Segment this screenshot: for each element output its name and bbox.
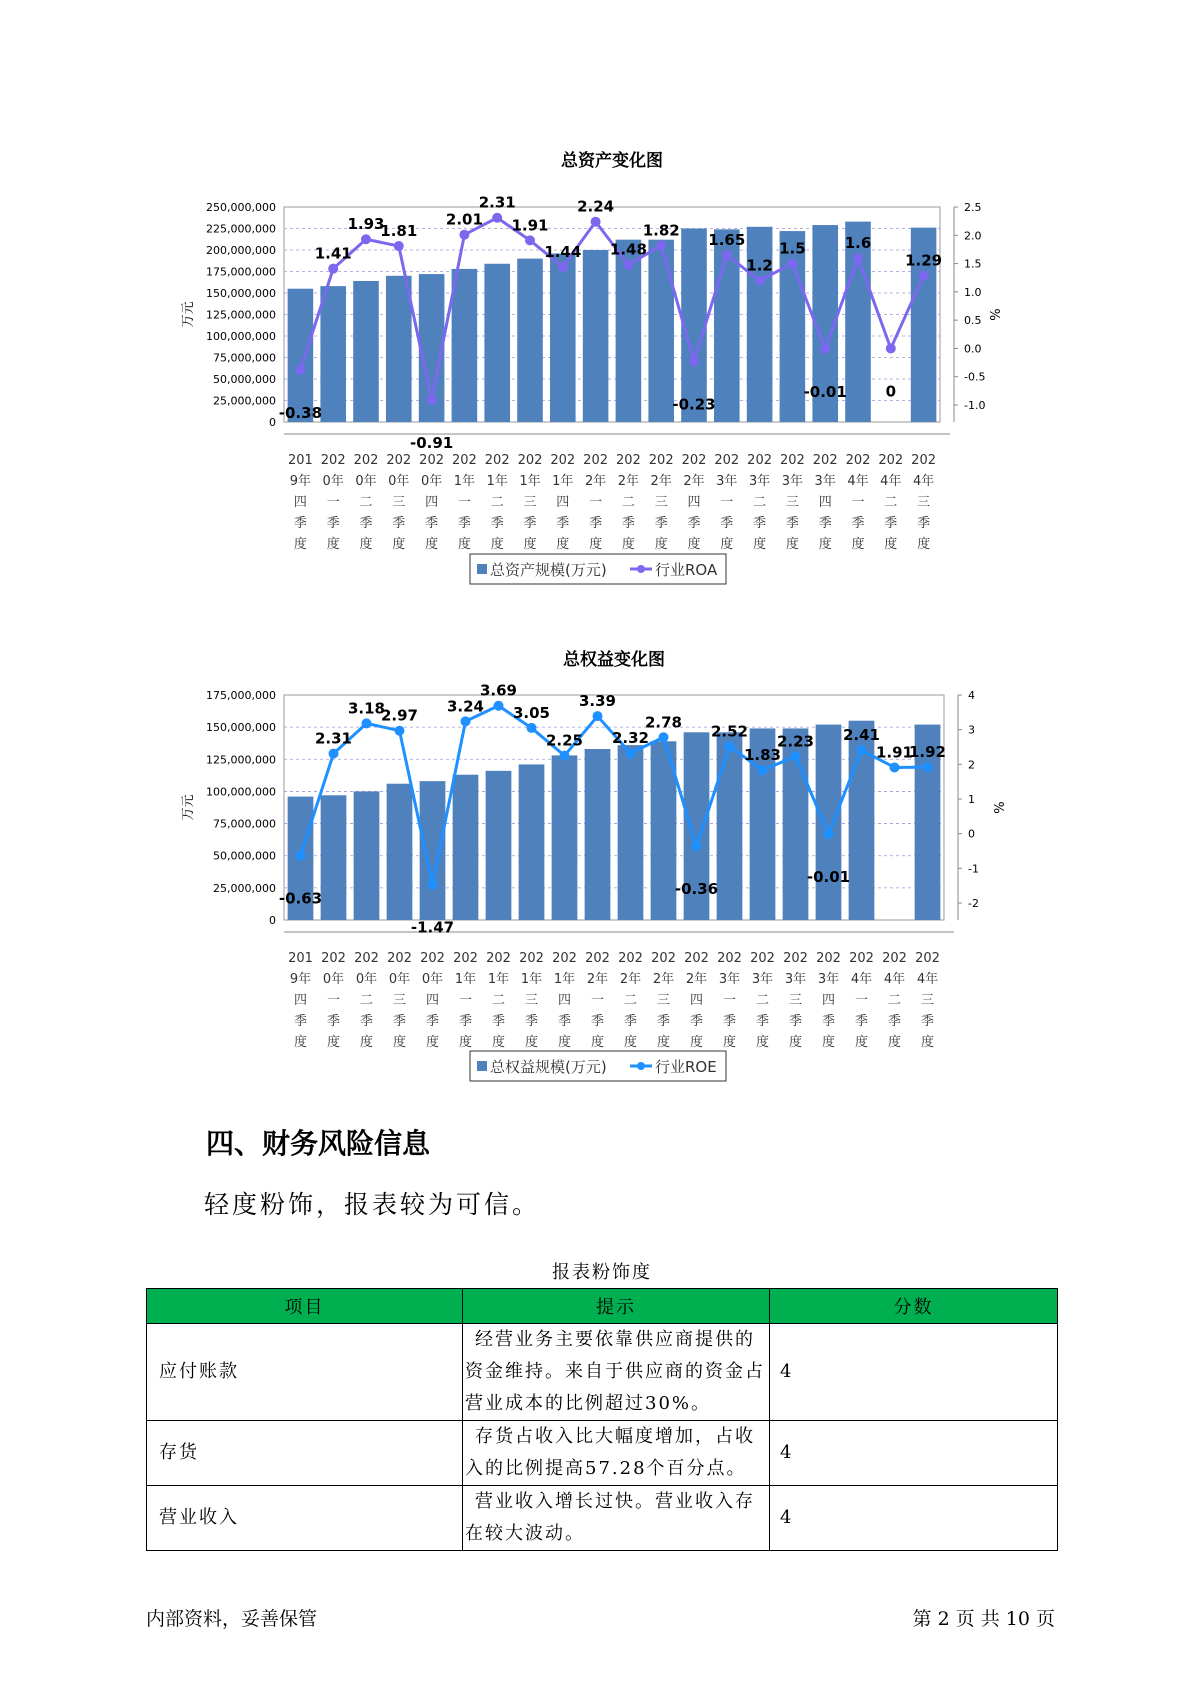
left-tick-label: 125,000,000 xyxy=(206,753,276,767)
x-tick-label: 202 3年一季度 xyxy=(714,453,740,552)
x-tick-label: 202 0年三季度 xyxy=(386,453,412,552)
data-label: 1.6 xyxy=(844,233,872,252)
row-item: 存货 xyxy=(147,1421,463,1486)
legend-bar-label: 总资产规模(万元) xyxy=(490,561,607,579)
row-item: 营业收入 xyxy=(147,1486,463,1551)
line-point xyxy=(328,264,338,274)
data-label: -0.38 xyxy=(278,403,323,422)
data-label: 3.69 xyxy=(479,681,518,700)
left-tick-label: 175,000,000 xyxy=(206,689,276,702)
left-tick-label: 250,000,000 xyxy=(206,201,276,214)
table-header-row xyxy=(147,1289,1058,1324)
x-tick-label: 202 0年二季度 xyxy=(354,951,379,1050)
x-tick-label: 202 2年三季度 xyxy=(651,951,676,1050)
line-point xyxy=(656,240,666,250)
data-label: 2.52 xyxy=(710,722,749,741)
x-tick-label: 202 0年二季度 xyxy=(353,453,379,552)
x-tick-label: 202 2年一季度 xyxy=(583,453,609,552)
data-label: 1.93 xyxy=(347,215,385,234)
left-tick-label: 100,000,000 xyxy=(206,785,276,799)
right-tick-label: -2 xyxy=(968,897,979,910)
bar xyxy=(717,732,743,920)
left-tick-label: 25,000,000 xyxy=(213,881,276,895)
bar xyxy=(420,781,446,920)
right-tick-label: -0.5 xyxy=(964,370,986,384)
bar xyxy=(618,745,644,920)
footer-page-number: 第 2 页 共 10 页 xyxy=(912,1608,1055,1630)
x-tick-label: 202 3年三季度 xyxy=(779,453,805,552)
left-tick-label: 100,000,000 xyxy=(206,330,276,343)
line-point xyxy=(659,732,669,742)
data-label: 1.82 xyxy=(642,221,680,240)
total-assets-chart xyxy=(0,140,1191,600)
x-tick-label: 202 0年四季度 xyxy=(419,453,445,552)
data-label: -0.63 xyxy=(278,889,323,908)
data-label: 1.41 xyxy=(314,244,352,263)
table-row xyxy=(147,1421,1058,1486)
row-hint: 经营业务主要依靠供应商提供的资金维持。来自于供应商的资金占营业成本的比例超过30%。 xyxy=(463,1324,770,1421)
bar xyxy=(452,269,478,422)
legend-bar-swatch xyxy=(477,1061,487,1071)
x-tick-label: 202 2年三季度 xyxy=(648,453,674,552)
right-tick-label: 2.0 xyxy=(964,229,982,243)
line-point xyxy=(626,748,636,758)
bar xyxy=(519,764,545,920)
left-tick-label: 25,000,000 xyxy=(213,394,276,408)
x-tick-label: 202 4年三季度 xyxy=(915,951,940,1050)
line-point xyxy=(853,253,863,263)
bar xyxy=(484,264,510,422)
bar xyxy=(517,259,543,422)
x-tick-label: 202 3年二季度 xyxy=(750,951,775,1050)
bar xyxy=(585,749,611,920)
bar xyxy=(453,775,479,920)
x-tick-label: 202 0年一季度 xyxy=(321,951,346,1050)
right-tick-label: 1.5 xyxy=(964,257,982,271)
right-tick-label: 0.0 xyxy=(964,342,982,356)
x-tick-label: 202 1年一季度 xyxy=(451,453,477,552)
right-axis-title: % xyxy=(989,308,1004,321)
line-point xyxy=(361,234,371,244)
right-tick-label: 2.5 xyxy=(964,201,982,214)
line-point xyxy=(395,726,405,736)
line-point xyxy=(919,270,929,280)
left-tick-label: 0 xyxy=(269,914,276,927)
right-tick-label: 1 xyxy=(968,793,975,806)
left-axis-title: 万元 xyxy=(181,794,196,821)
x-tick-label: 202 3年四季度 xyxy=(816,951,841,1050)
data-label: 2.78 xyxy=(644,713,683,732)
data-label: 1.91 xyxy=(875,743,914,762)
data-label: -0.36 xyxy=(674,880,719,899)
x-tick-label: 202 1年二季度 xyxy=(486,951,511,1050)
x-tick-label: 202 3年二季度 xyxy=(747,453,773,552)
data-label: 2.31 xyxy=(478,193,516,212)
row-item: 应付账款 xyxy=(147,1324,463,1421)
line-point xyxy=(428,880,438,890)
data-label: 1.83 xyxy=(743,746,782,765)
right-tick-label: 0 xyxy=(968,827,975,841)
row-hint: 存货占收入比大幅度增加，占收入的比例提高57.28个百分点。 xyxy=(463,1421,770,1486)
x-tick-label: 202 1年一季度 xyxy=(453,951,478,1050)
x-tick-label: 202 1年三季度 xyxy=(519,951,544,1050)
x-tick-label: 202 1年四季度 xyxy=(552,951,577,1050)
legend-bar-swatch xyxy=(477,564,487,574)
right-tick-label: 4 xyxy=(968,689,975,702)
left-tick-label: 225,000,000 xyxy=(206,222,276,236)
x-tick-label: 202 3年四季度 xyxy=(812,453,838,552)
table-caption: 报表粉饰度 xyxy=(552,1262,652,1283)
line-point xyxy=(791,751,801,761)
x-tick-label: 202 0年三季度 xyxy=(387,951,412,1050)
bar xyxy=(648,240,674,422)
line-point xyxy=(923,762,933,772)
x-tick-label: 202 2年二季度 xyxy=(615,453,641,552)
legend-line-label: 行业ROA xyxy=(655,561,718,579)
left-tick-label: 75,000,000 xyxy=(213,817,276,831)
right-tick-label: -1.0 xyxy=(964,399,986,412)
legend-line-marker xyxy=(637,565,645,573)
line-point xyxy=(623,260,633,270)
data-label: 1.44 xyxy=(544,242,582,261)
row-score: 4 xyxy=(770,1324,1058,1421)
data-label: 2.25 xyxy=(545,731,584,750)
bar xyxy=(288,289,314,422)
data-label: 1.92 xyxy=(908,743,947,762)
line-point xyxy=(295,365,305,375)
table-row xyxy=(147,1324,1058,1421)
left-axis-title: 万元 xyxy=(181,301,196,328)
line-point xyxy=(591,217,601,227)
bar xyxy=(550,253,576,422)
row-score: 4 xyxy=(770,1421,1058,1486)
x-tick-label: 202 4年一季度 xyxy=(845,453,871,552)
x-tick-label: 202 0年四季度 xyxy=(420,951,445,1050)
line-point xyxy=(461,716,471,726)
x-tick-label: 202 4年二季度 xyxy=(882,951,907,1050)
x-tick-label: 202 2年四季度 xyxy=(681,453,707,552)
data-label: 2.23 xyxy=(776,732,815,751)
left-tick-label: 150,000,000 xyxy=(206,287,276,300)
data-label: 2.01 xyxy=(445,210,483,229)
data-label: -1.47 xyxy=(410,918,455,937)
data-label: 1.91 xyxy=(511,216,549,235)
bar xyxy=(583,250,609,422)
bar xyxy=(486,771,512,920)
line-point xyxy=(329,749,339,759)
x-tick-label: 202 1年三季度 xyxy=(517,453,543,552)
line-point xyxy=(890,762,900,772)
data-label: 2.24 xyxy=(577,197,615,216)
line-point xyxy=(886,343,896,353)
x-tick-label: 202 4年二季度 xyxy=(878,453,904,552)
header-hint: 提示 xyxy=(463,1289,770,1324)
data-label: 1.2 xyxy=(746,256,773,275)
line-point xyxy=(492,213,502,223)
line-point xyxy=(593,711,603,721)
data-label: 2.31 xyxy=(314,729,353,748)
row-score: 4 xyxy=(770,1486,1058,1551)
line-point xyxy=(787,259,797,269)
left-tick-label: 0 xyxy=(269,416,276,429)
total-equity-chart xyxy=(0,640,1191,1090)
bar xyxy=(386,276,412,422)
chart-title: 总权益变化图 xyxy=(563,650,665,670)
x-tick-label: 202 1年二季度 xyxy=(484,453,510,552)
bar xyxy=(353,281,379,422)
data-label: 3.24 xyxy=(446,697,485,716)
line-point xyxy=(394,241,404,251)
bar xyxy=(387,784,413,920)
bar xyxy=(320,286,346,422)
x-tick-label: 201 9年四季度 xyxy=(287,453,313,552)
line-point xyxy=(689,356,699,366)
data-label: 1.81 xyxy=(380,222,418,241)
right-tick-label: -1 xyxy=(968,862,979,876)
line-point xyxy=(692,841,702,851)
line-point xyxy=(722,250,732,260)
data-label: 2.97 xyxy=(380,706,419,725)
bar xyxy=(552,755,578,920)
legend-line-label: 行业ROE xyxy=(655,1058,717,1076)
left-tick-label: 175,000,000 xyxy=(206,265,276,279)
x-tick-label: 202 2年一季度 xyxy=(585,951,610,1050)
data-label: -0.23 xyxy=(672,395,716,414)
x-tick-label: 202 0年一季度 xyxy=(320,453,346,552)
header-item: 项目 xyxy=(147,1289,463,1324)
data-label: 0 xyxy=(885,382,897,401)
row-hint: 营业收入增长过快。营业收入存在较大波动。 xyxy=(463,1486,770,1551)
line-point xyxy=(525,235,535,245)
bar xyxy=(321,795,347,920)
x-tick-label: 201 9年四季度 xyxy=(288,951,313,1050)
x-tick-label: 202 4年三季度 xyxy=(911,453,937,552)
data-label: 1.29 xyxy=(905,251,943,270)
data-label: -0.01 xyxy=(803,382,847,401)
bar xyxy=(816,725,842,920)
x-tick-label: 202 2年二季度 xyxy=(618,951,643,1050)
line-point xyxy=(494,701,504,711)
data-label: 3.18 xyxy=(347,699,386,718)
data-label: -0.91 xyxy=(409,433,454,452)
risk-summary: 轻度粉饰，报表较为可信。 xyxy=(204,1190,541,1219)
legend-line-marker xyxy=(637,1062,645,1070)
x-tick-label: 202 2年四季度 xyxy=(684,951,709,1050)
line-point xyxy=(755,276,765,286)
line-point xyxy=(296,851,306,861)
bar xyxy=(354,791,380,920)
chart-title: 总资产变化图 xyxy=(561,151,663,171)
data-label: 3.39 xyxy=(578,692,617,711)
footer-confidential: 内部资料，妥善保管 xyxy=(146,1608,318,1630)
left-tick-label: 50,000,000 xyxy=(213,373,276,386)
data-label: 1.5 xyxy=(779,239,806,258)
line-point xyxy=(527,723,537,733)
data-label: 1.65 xyxy=(708,231,746,250)
x-tick-label: 202 3年一季度 xyxy=(717,951,742,1050)
left-tick-label: 50,000,000 xyxy=(213,849,276,863)
line-point xyxy=(427,395,437,405)
line-point xyxy=(362,718,372,728)
x-tick-label: 202 1年四季度 xyxy=(550,453,576,552)
data-label: 2.41 xyxy=(842,726,881,745)
line-point xyxy=(459,230,469,240)
section-title: 四、财务风险信息 xyxy=(206,1127,431,1160)
legend-bar-label: 总权益规模(万元) xyxy=(490,1058,607,1076)
left-tick-label: 200,000,000 xyxy=(206,244,276,257)
risk-table xyxy=(146,1288,1058,1551)
right-tick-label: 1.0 xyxy=(964,285,982,299)
right-tick-label: 3 xyxy=(968,723,975,737)
x-tick-label: 202 3年三季度 xyxy=(783,951,808,1050)
right-tick-label: 2 xyxy=(968,758,975,772)
line-point xyxy=(824,829,834,839)
line-point xyxy=(558,262,568,272)
line-point xyxy=(725,741,735,751)
data-label: 3.05 xyxy=(512,703,551,722)
line-point xyxy=(857,745,867,755)
left-tick-label: 75,000,000 xyxy=(213,351,276,365)
data-label: -0.01 xyxy=(806,868,851,887)
x-tick-label: 202 4年一季度 xyxy=(849,951,874,1050)
line-point xyxy=(820,344,830,354)
line-point xyxy=(758,765,768,775)
line-point xyxy=(560,751,570,761)
right-axis-title: % xyxy=(993,801,1008,814)
table-row xyxy=(147,1486,1058,1551)
right-tick-label: 0.5 xyxy=(964,314,982,328)
data-label: 2.32 xyxy=(611,729,650,748)
left-tick-label: 125,000,000 xyxy=(206,308,276,322)
header-score: 分数 xyxy=(770,1289,1058,1324)
data-label: 1.48 xyxy=(609,240,647,259)
left-tick-label: 150,000,000 xyxy=(206,721,276,735)
